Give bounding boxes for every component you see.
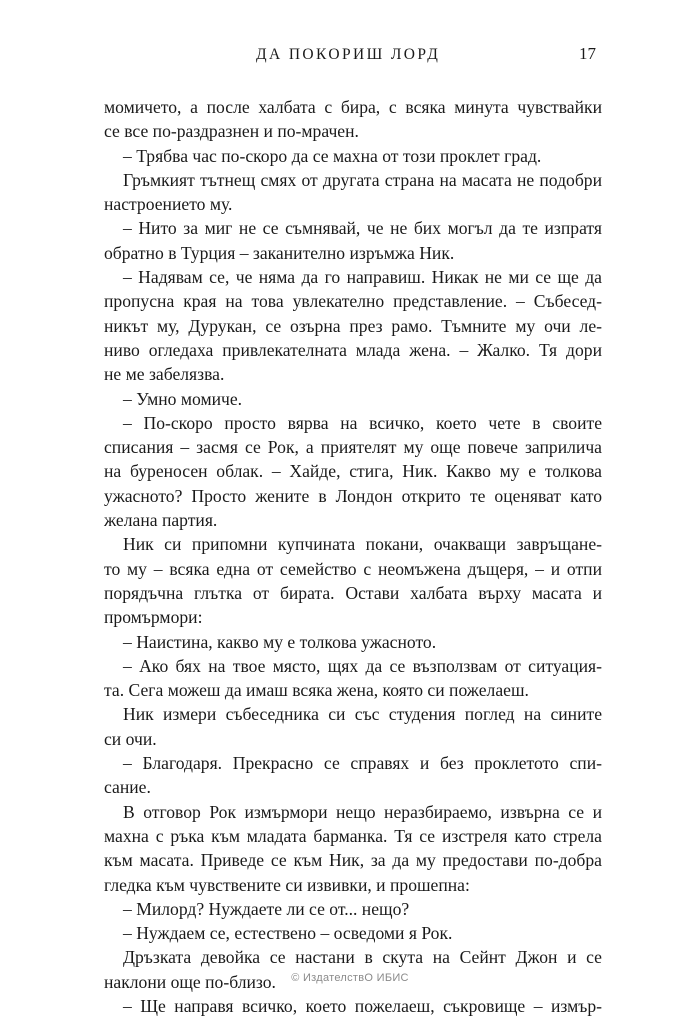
text-line: то му – всяка една от семейство с неомъжена дъщеря, – и отпи [104, 558, 602, 579]
text-line: промърмори: [104, 607, 203, 628]
text-line: – Ако бях на твое място, щях да се възползвам от ситуация- [123, 655, 602, 676]
text-line: – Ще направя всичко, което пожелаеш, съкровище – измър- [123, 995, 602, 1016]
text-line: настроението му. [104, 194, 233, 215]
text-line: гледка към чувствените си извивки, и прошепна: [104, 874, 470, 895]
text-line: – Милорд? Нуждаете ли се от... нещо? [123, 898, 410, 919]
text-line: – Трябва час по-скоро да се махна от този проклет град. [123, 145, 542, 166]
text-line: наклони още по-близо. [104, 971, 276, 992]
running-title: ДА ПОКОРИШ ЛОРД [256, 46, 441, 63]
text-line: – Нуждаем се, естествено – осведоми я Рок. [123, 923, 453, 944]
text-line: – Благодаря. Прекрасно се справях и без проклетото спи- [123, 753, 602, 774]
body-text [104, 95, 602, 1018]
text-line: порядъчна глътка от бирата. Остави халбата върху масата и [104, 582, 602, 603]
text-line: – Наистина, какво му е толкова ужасното. [123, 631, 437, 652]
text-line: момичето, а после халбата с бира, с всяка минута чувствайки [104, 97, 602, 117]
page-header [0, 46, 700, 70]
text-line: В отговор Рок измърмори нещо неразбираемо, извърна се и [123, 801, 602, 822]
text-line: ужасното? Просто жените в Лондон открито те оценяват като [104, 485, 602, 506]
text-line: ниво огледаха привлекателната млада жена. – Жалко. Тя дори [104, 339, 602, 360]
text-line: сание. [104, 777, 151, 798]
text-line: Дръзката девойка се настани в скута на Сейнт Джон и се [123, 947, 602, 968]
text-line: желана партия. [104, 510, 218, 531]
text-line: обратно в Турция – заканително изръмжа Ник. [104, 242, 455, 263]
copyright-footer: © ИздателствО ИБИС [291, 972, 409, 984]
text-line: Ник измери събеседника си със студения поглед на сините [123, 704, 602, 725]
text-line: не ме забелязва. [104, 364, 225, 385]
text-line: – Умно момиче. [123, 388, 243, 409]
text-line: – Нито за миг не се съмнявай, че не бих могъл да те изпратя [123, 218, 602, 239]
text-line: – Надявам се, че няма да го направиш. Никак не ми се ще да [123, 267, 602, 288]
page-number: 17 [579, 44, 596, 63]
text-line: Ник си припомни купчината покани, очакващи завръщане- [123, 534, 602, 555]
text-line: пропусна края на това увлекателно представление. – Събесед- [104, 291, 602, 312]
text-line: си очи. [104, 728, 157, 749]
text-line: се все по-раздразнен и по-мрачен. [104, 121, 359, 142]
text-line: на буреносен облак. – Хайде, стига, Ник. Какво му е толкова [104, 461, 602, 482]
text-line: – По-скоро просто вярва на всичко, което чете в своите [123, 412, 602, 433]
text-line: махна с ръка към младата барманка. Тя се изстреля като стрела [104, 825, 602, 846]
text-line: та. Сега можеш да имаш всяка жена, която си пожелаеш. [104, 680, 529, 701]
text-line: Гръмкият тътнещ смях от другата страна на масата не подобри [123, 169, 602, 190]
text-line: към масата. Приведе се към Ник, за да му предостави по-добра [104, 850, 602, 871]
text-line: списания – засмя се Рок, а приятелят му още повече заприлича [104, 437, 602, 458]
text-line: никът му, Дурукан, се озърна през рамо. Тъмните му очи ле- [104, 315, 602, 336]
